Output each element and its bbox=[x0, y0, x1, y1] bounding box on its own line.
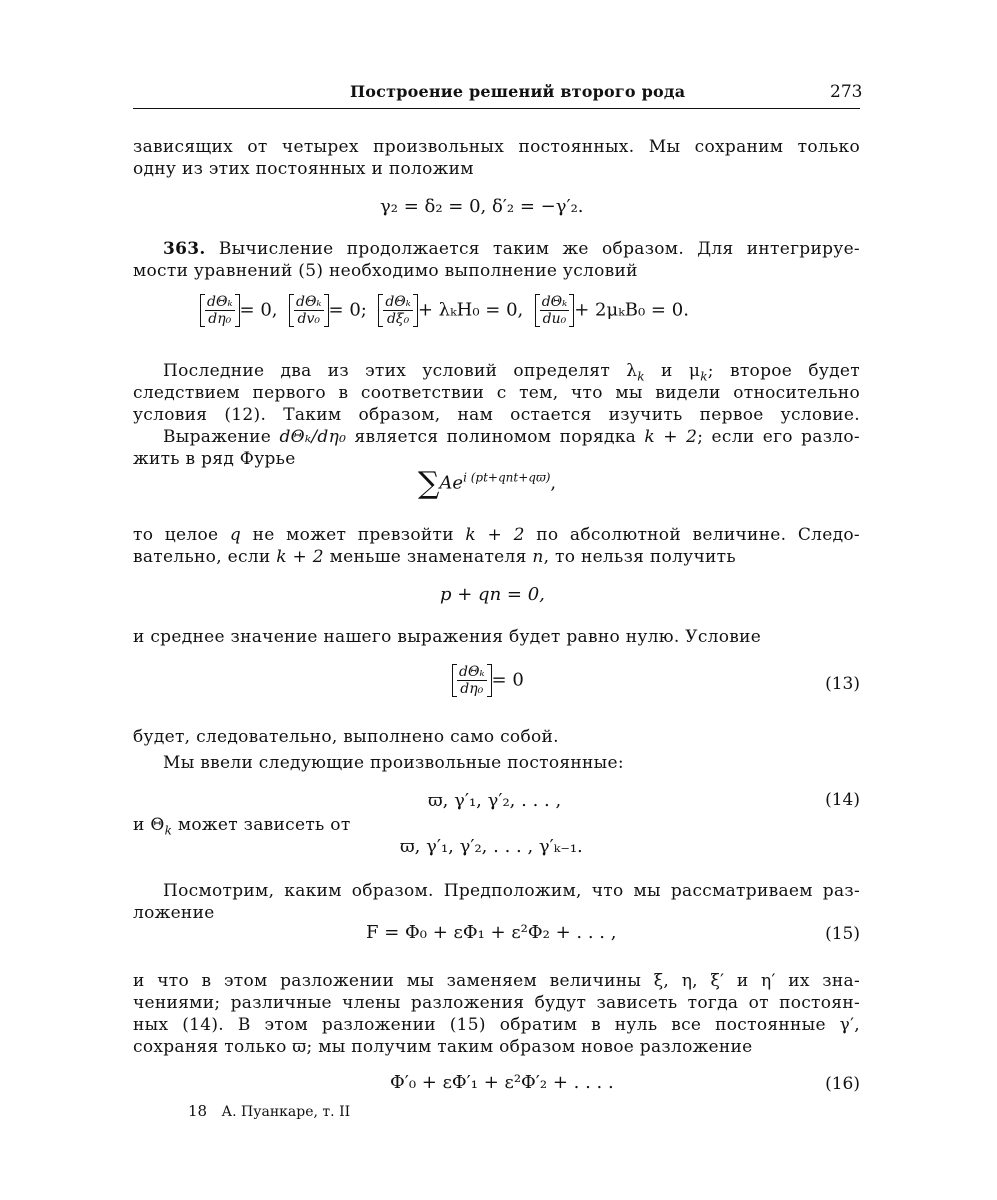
bracket bbox=[535, 294, 575, 327]
running-header-title: Построение решений второго рода bbox=[350, 82, 686, 101]
text-line: жить в ряд Фурье bbox=[133, 449, 296, 469]
text-line: зависящих от четырех произвольных постоянных. Мы сохраним только bbox=[133, 137, 860, 157]
header-rule bbox=[133, 108, 860, 109]
text-line: и $\Theta_k$ может зависеть от bbox=[133, 815, 351, 838]
equation-gamma-delta: γ₂ = δ₂ = 0, δ′₂ = −γ′₂. bbox=[380, 196, 584, 217]
text-line: сохраняя только ϖ; мы получим таким образом новое разложение bbox=[133, 1037, 753, 1057]
text-line: и среднее значение нашего выражения будет равно нулю. Условие bbox=[133, 627, 762, 647]
text-span: Вычисление продолжается таким же образом. Для интегрируе- bbox=[218, 239, 860, 259]
equation-number-13: (13) bbox=[825, 674, 860, 694]
equation-15: F = Φ₀ + εΦ₁ + ε²Φ₂ + . . . , bbox=[366, 922, 617, 943]
text-line: и что в этом разложении мы заменяем величины ξ, η, ξ′ и η′ их зна- bbox=[133, 971, 860, 991]
footer bbox=[188, 1102, 350, 1120]
equation-14b: ϖ, γ′₁, γ′₂, . . . , γ′ₖ₋₁. bbox=[400, 836, 583, 857]
text-line: следствием первого в соответствии с тем, что мы видели относительно bbox=[133, 383, 860, 403]
section-363-line bbox=[163, 238, 860, 260]
equation-number-14: (14) bbox=[825, 790, 860, 810]
bracket bbox=[452, 664, 492, 697]
equation-number-15: (15) bbox=[825, 924, 860, 944]
text-line: Выражение dΘₖ/dη₀ является полиномом порядка k + 2; если его разло- bbox=[163, 427, 860, 447]
equation-14: ϖ, γ′₁, γ′₂, . . . , bbox=[428, 790, 562, 811]
text-line: Посмотрим, каким образом. Предположим, что мы рассматриваем раз- bbox=[163, 881, 860, 901]
text-line: Мы ввели следующие произвольные постоянные: bbox=[163, 753, 624, 773]
equation-pq: p + qn = 0, bbox=[440, 584, 545, 605]
equation-13: $\frac{\text{dΘₖ}}{\text{dη₀}}$ = 0 bbox=[452, 664, 524, 697]
text-line: мости уравнений (5) необходимо выполнение условий bbox=[133, 261, 638, 281]
equation-fourier: $\sum Ae^{i (pt+qnt+qϖ)}$, bbox=[418, 466, 557, 501]
fraction: $\frac{\text{dΘₖ}}{\text{dv₀}}$ bbox=[295, 294, 322, 327]
text-line: одну из этих постоянных и положим bbox=[133, 159, 474, 179]
text-line: ложение bbox=[133, 903, 215, 923]
bracket bbox=[378, 294, 418, 327]
fraction: $\frac{\text{dΘₖ}}{\text{dη₀}}$ bbox=[207, 294, 233, 327]
text-line: условия (12). Таким образом, нам остается изучить первое условие. bbox=[133, 405, 860, 425]
page-number: 273 bbox=[830, 82, 863, 102]
section-number: 363. bbox=[163, 239, 206, 259]
fraction: $\frac{\text{dΘₖ}}{\text{dη₀}}$ bbox=[459, 664, 485, 697]
equation-number-16: (16) bbox=[825, 1074, 860, 1094]
bracket bbox=[200, 294, 240, 327]
text-line: то целое q не может превзойти k + 2 по абсолютной величине. Следо- bbox=[133, 525, 860, 545]
signature-mark: 18 bbox=[188, 1102, 208, 1120]
text-line: чениями; различные члены разложения будут зависеть тогда от постоян- bbox=[133, 993, 860, 1013]
bracket bbox=[289, 294, 329, 327]
text-line: вательно, если k + 2 меньше знаменателя n, то нельзя получить bbox=[133, 547, 736, 567]
footer-text: А. Пуанкаре, т. II bbox=[221, 1104, 351, 1120]
sum-symbol: ∑ bbox=[418, 466, 440, 501]
fraction: $\frac{\text{dΘₖ}}{\text{dξ₀}}$ bbox=[385, 294, 411, 327]
text-line: Последние два из этих условий определят $\lambda_k$ и $\mu_k$; второе будет bbox=[163, 361, 860, 384]
text-line: будет, следовательно, выполнено само собой. bbox=[133, 727, 559, 747]
fraction: $\frac{\text{dΘₖ}}{\text{du₀}}$ bbox=[541, 294, 568, 327]
equation-conditions: $\frac{\text{dΘₖ}}{\text{dη₀}}$ = 0, $\frac{\text{dΘₖ}}{\text{dv₀}}$ = 0; $\frac{\text{dΘₖ}}{\text{dξ₀}}$ + λₖH₀ = 0, $\frac{\text{dΘₖ}}{\text{du₀}}$ + 2μₖB₀ = 0. bbox=[200, 294, 689, 327]
text-line: ных (14). В этом разложении (15) обратим в нуль все постоянные γ′, bbox=[133, 1015, 860, 1035]
equation-16: Φ′₀ + εΦ′₁ + ε²Φ′₂ + . . . . bbox=[390, 1072, 614, 1093]
